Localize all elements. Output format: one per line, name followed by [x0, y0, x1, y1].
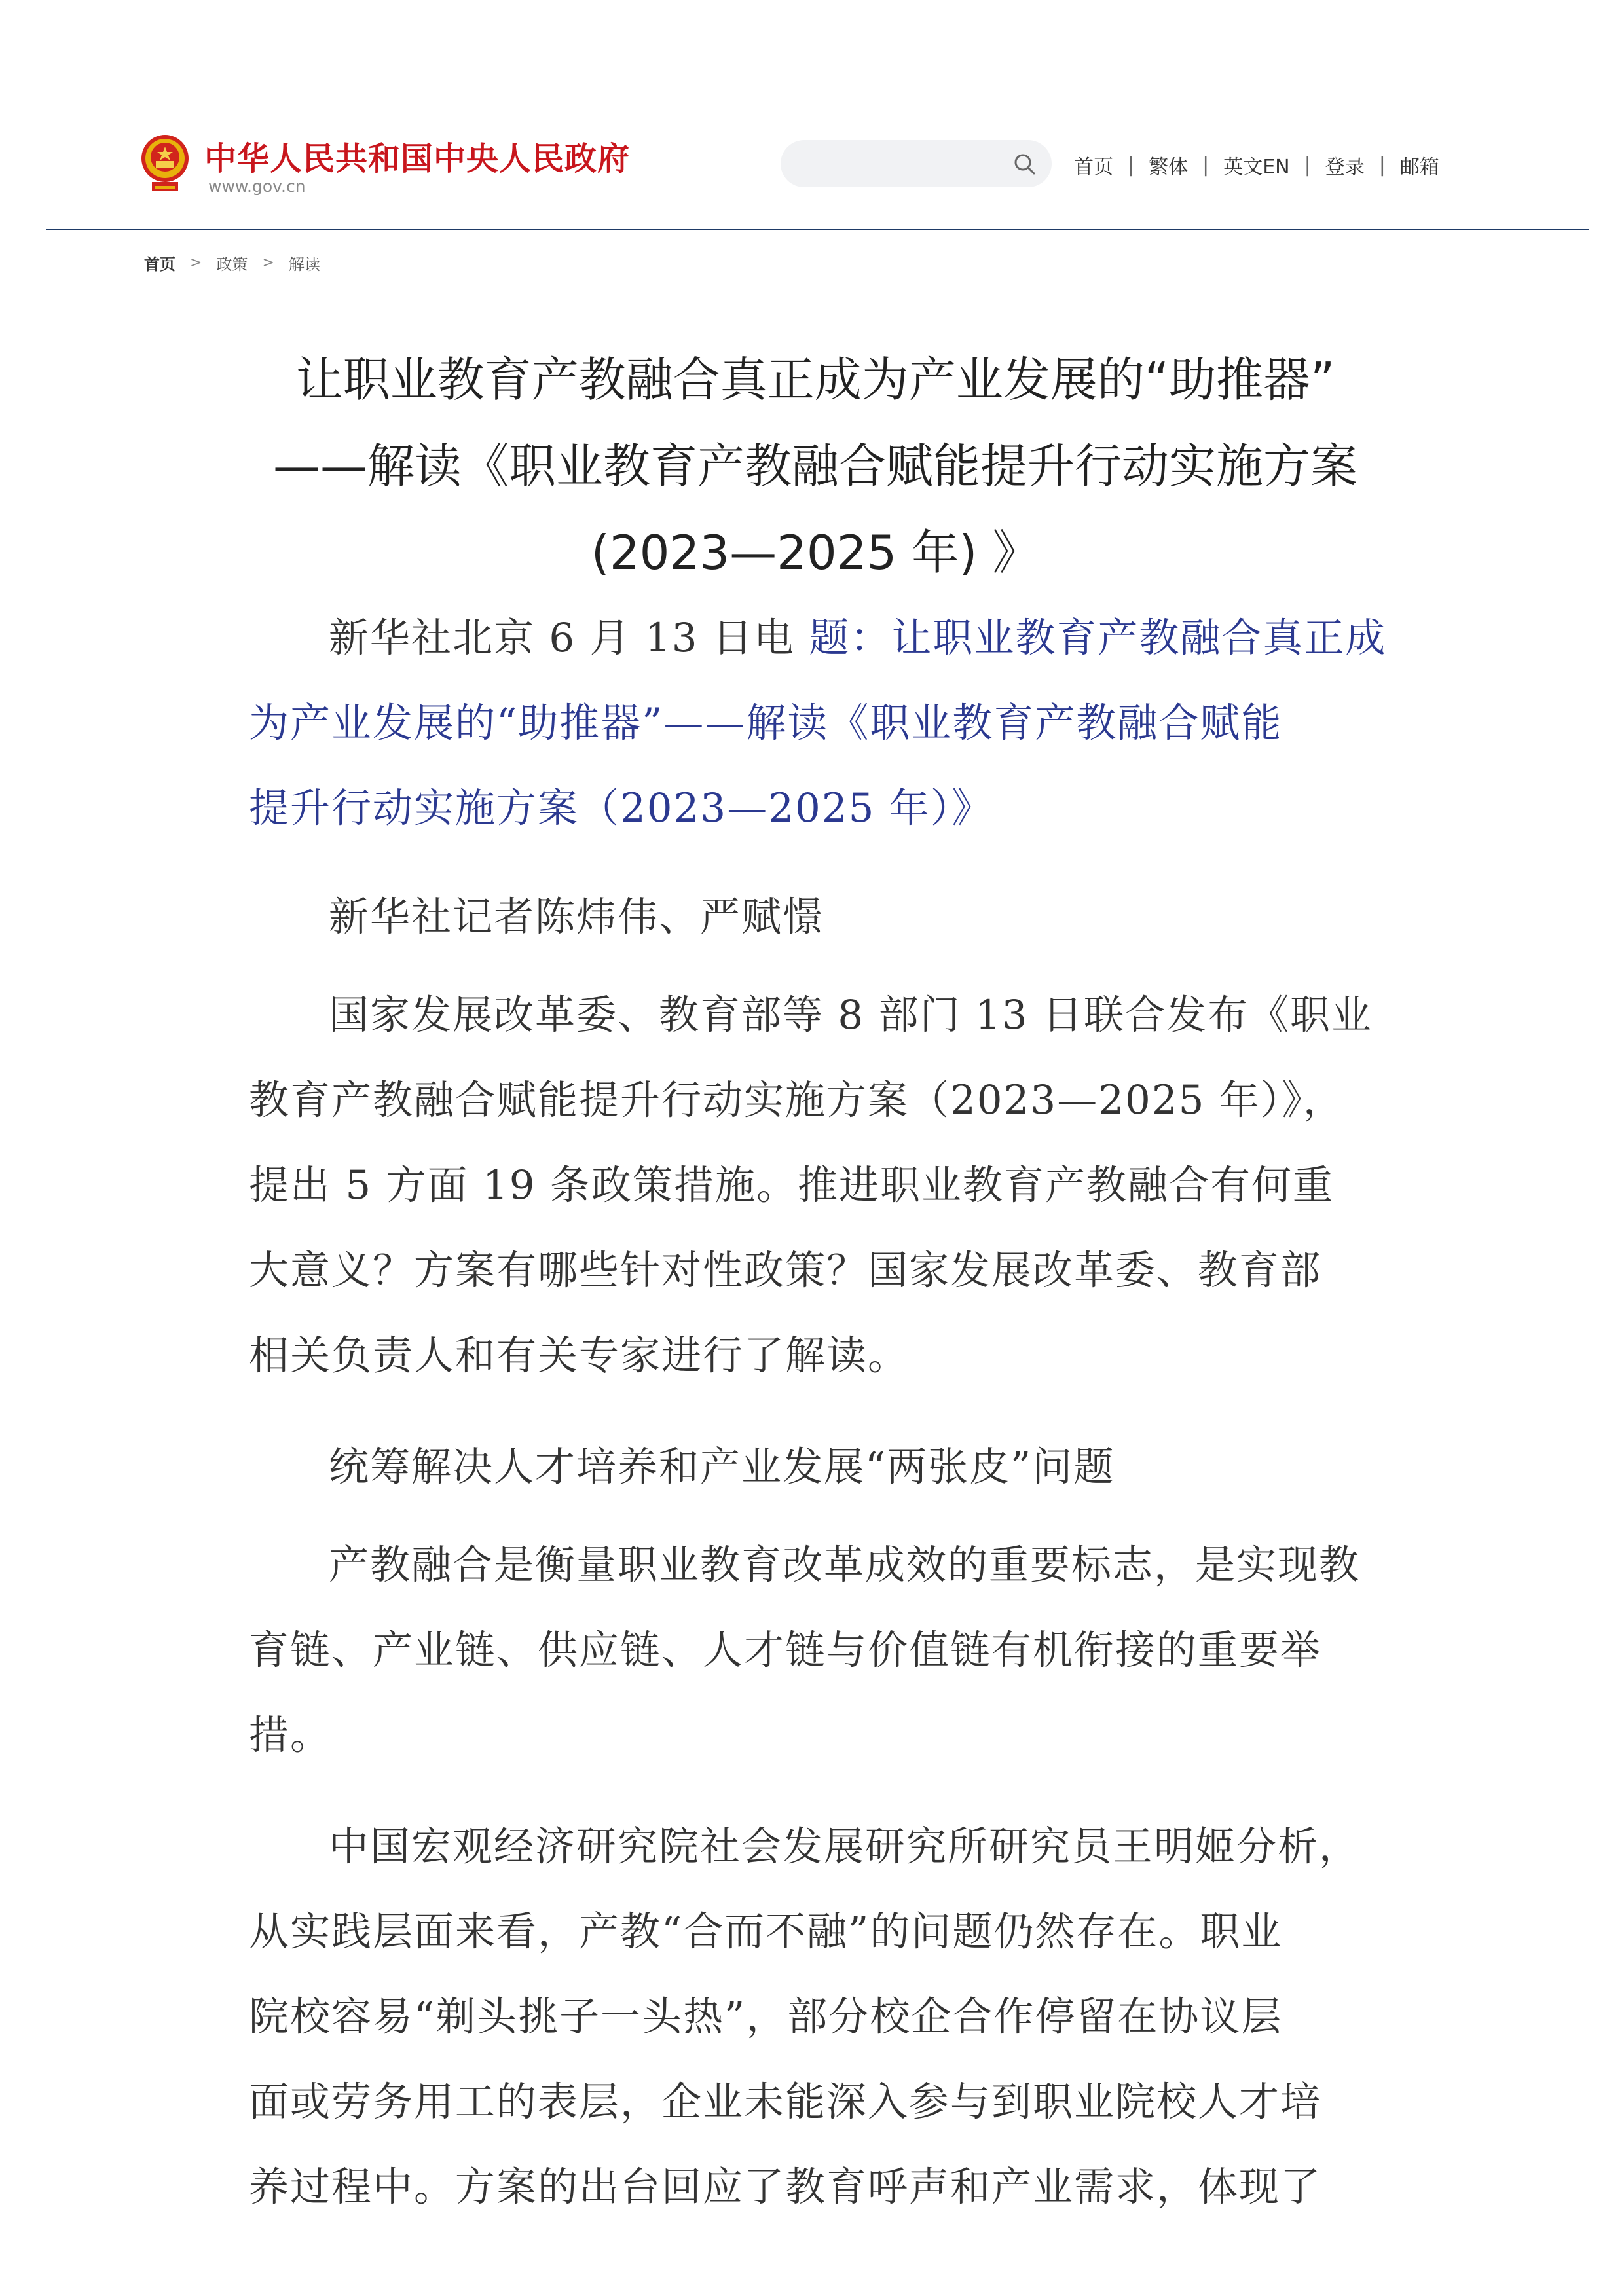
- breadcrumb: [144, 251, 320, 274]
- paragraph-line: 院校容易“剃头挑子一头热”，部分校企合作停留在协议层: [249, 1994, 1283, 2040]
- paragraph-line: 国家发展改革委、教育部等 8 部门 13 日联合发布《职业: [329, 992, 1373, 1038]
- nav-separator: |: [1202, 153, 1209, 177]
- lead-paragraph: [249, 596, 1387, 851]
- header-divider: [46, 229, 1589, 230]
- lead-link[interactable]: 题：让职业教育产教融合真正成: [809, 615, 1387, 661]
- nav-traditional-link[interactable]: 繁体: [1149, 156, 1189, 179]
- site-url[interactable]: www.gov.cn: [208, 177, 306, 196]
- article-body: [249, 596, 1387, 2256]
- search-icon[interactable]: [1014, 153, 1036, 175]
- paragraph-line: 教育产教融合赋能提升行动实施方案（2023—2025 年）》，: [249, 1077, 1344, 1123]
- site-name[interactable]: 中华人民共和国中央人民政府: [204, 140, 631, 177]
- nav-english-link[interactable]: 英文EN: [1223, 156, 1290, 179]
- breadcrumb-interpretation[interactable]: 解读: [288, 255, 320, 274]
- chevron-right-icon: >: [262, 254, 274, 271]
- national-emblem-icon[interactable]: [139, 131, 191, 196]
- breadcrumb-home[interactable]: 首页: [144, 255, 175, 274]
- nav-separator: |: [1128, 153, 1135, 177]
- paragraph: [249, 973, 1373, 1398]
- paragraph-line: 产教融合是衡量职业教育改革成效的重要标志，是实现教: [329, 1542, 1361, 1588]
- section-heading: 统筹解决人才培养和产业发展“两张皮”问题: [329, 1444, 1115, 1490]
- paragraph-line: 养过程中。方案的出台回应了教育呼声和产业需求，体现了: [249, 2164, 1322, 2210]
- paragraph-line: 提出 5 方面 19 条政策措施。推进职业教育产教融合有何重: [249, 1162, 1334, 1209]
- title-line: 让职业教育产教融合真正成为产业发展的“助推器”: [295, 352, 1335, 408]
- nav-separator: |: [1378, 153, 1386, 177]
- paragraph-line: 相关负责人和有关专家进行了解读。: [249, 1332, 910, 1379]
- title-line: (2023—2025 年) 》: [591, 525, 1040, 581]
- nav-home-link[interactable]: 首页: [1074, 156, 1113, 179]
- nav-mail-link[interactable]: 邮箱: [1399, 156, 1439, 179]
- top-nav: [1074, 151, 1439, 179]
- lead-link[interactable]: 为产业发展的“助推器”——解读《职业教育产教融合赋能: [249, 700, 1283, 746]
- paragraph-line: 从实践层面来看，产教“合而不融”的问题仍然存在。职业: [249, 1908, 1283, 1955]
- breadcrumb-policy[interactable]: 政策: [216, 255, 248, 274]
- paragraph-line: 中国宏观经济研究院社会发展研究所研究员王明姬分析，: [329, 1823, 1361, 1870]
- byline: 新华社记者陈炜伟、严赋憬: [329, 894, 824, 940]
- paragraph-line: 措。: [249, 1712, 332, 1758]
- paragraph: [249, 1523, 1362, 1778]
- page-title: [236, 337, 1395, 596]
- paragraph: [249, 1804, 1362, 2230]
- lead-link[interactable]: 提升行动实施方案（2023—2025 年）》: [249, 785, 993, 831]
- title-line: ——解读《职业教育产教融合赋能提升行动实施方案: [272, 439, 1357, 494]
- chevron-right-icon: >: [190, 254, 202, 271]
- site-header: [0, 0, 1624, 230]
- paragraph-line: 面或劳务用工的表层，企业未能深入参与到职业院校人才培: [249, 2079, 1322, 2125]
- paragraph-line: 育链、产业链、供应链、人才链与价值链有机衔接的重要举: [249, 1627, 1322, 1673]
- search-input[interactable]: [781, 140, 1052, 187]
- dateline: 新华社北京 6 月 13 日电: [329, 615, 809, 661]
- nav-login-link[interactable]: 登录: [1325, 156, 1365, 179]
- nav-separator: |: [1304, 153, 1311, 177]
- paragraph-line: 大意义？方案有哪些针对性政策？国家发展改革委、教育部: [249, 1247, 1322, 1294]
